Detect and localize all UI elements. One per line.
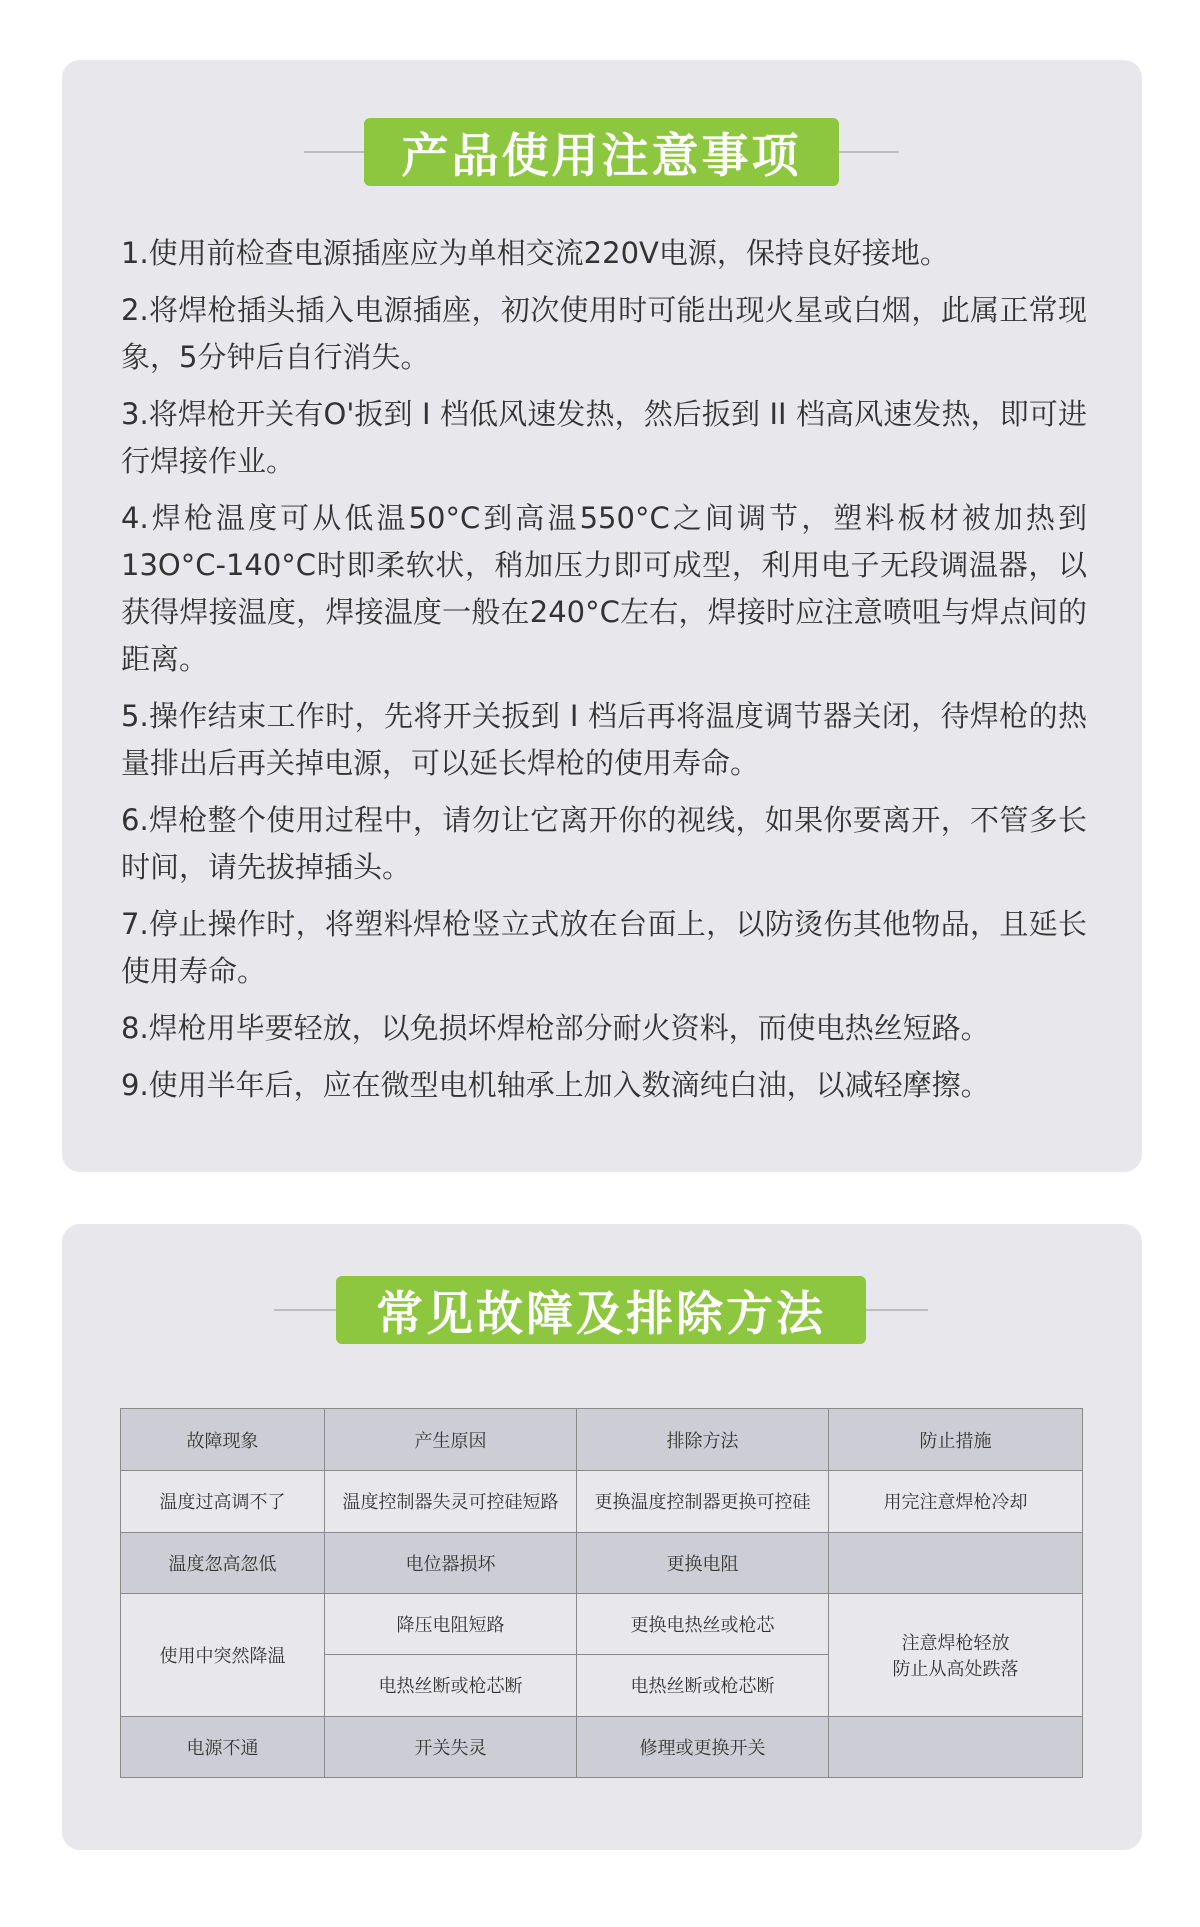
usage-note-4: 4.焊枪温度可从低温50°C到高温550°C之间调节，塑料板材被加热到13O°C-140°C时即柔软状，稍加压力即可成型，利用电子无段调温器，以获得焊接温度，焊接温度一般在240°C左右，焊接时应注意喷咀与焊点间的距离。 (121, 501, 1087, 676)
title-divider-left (274, 1309, 336, 1311)
table-cell (829, 1593, 1083, 1716)
table-cell: 电位器损坏 (325, 1532, 577, 1593)
table-cell: 电源不通 (121, 1716, 325, 1777)
usage-note-5: 5.操作结束工作时，先将开关扳到 I 档后再将温度调节器关闭，待焊枪的热量排出后再关掉电源，可以延长焊枪的使用寿命。 (121, 699, 1087, 780)
table-header-row (121, 1409, 1083, 1471)
title-divider-left (304, 151, 364, 153)
header-cause: 产生原因 (325, 1409, 577, 1471)
table-row (121, 1593, 1083, 1654)
usage-note-6: 6.焊枪整个使用过程中，请勿让它离开你的视线，如果你要离开，不管多长时间，请先拔掉插头。 (121, 803, 1087, 884)
table-cell: 温度过高调不了 (121, 1471, 325, 1532)
table-row (121, 1532, 1083, 1593)
table-cell: 温度控制器失灵可控硅短路 (325, 1471, 577, 1532)
title-divider-right (866, 1309, 928, 1311)
prevention-line-1: 注意焊枪轻放 (901, 1632, 1010, 1654)
table-cell: 用完注意焊枪冷却 (829, 1471, 1083, 1532)
usage-notes-title: 产品使用注意事项 (364, 118, 839, 186)
header-remedy: 排除方法 (577, 1409, 829, 1471)
header-prevention: 防止措施 (829, 1409, 1083, 1471)
troubleshooting-title-banner (62, 1276, 1142, 1344)
usage-note-8: 8.焊枪用毕要轻放，以免损坏焊枪部分耐火资料，而使电热丝短路。 (121, 1011, 990, 1045)
usage-notes-title-banner (62, 118, 1142, 186)
table-cell (829, 1716, 1083, 1777)
usage-notes-list (121, 230, 1087, 1119)
table-cell: 更换温度控制器更换可控硅 (577, 1471, 829, 1532)
usage-note-3: 3.将焊枪开关有O'扳到 I 档低风速发热，然后扳到 II 档高风速发热，即可进行焊接作业。 (121, 397, 1087, 478)
table-cell: 电热丝断或枪芯断 (577, 1655, 829, 1716)
troubleshooting-card (62, 1224, 1142, 1850)
table-cell: 开关失灵 (325, 1716, 577, 1777)
troubleshooting-table (120, 1408, 1083, 1778)
table-cell: 修理或更换开关 (577, 1716, 829, 1777)
table-cell: 降压电阻短路 (325, 1593, 577, 1654)
prevention-line-2: 防止从高处跌落 (892, 1658, 1019, 1680)
title-divider-right (839, 151, 899, 153)
usage-note-2: 2.将焊枪插头插入电源插座，初次使用时可能出现火星或白烟，此属正常现象，5分钟后自行消失。 (121, 293, 1087, 374)
table-cell (829, 1532, 1083, 1593)
troubleshooting-title: 常见故障及排除方法 (336, 1276, 866, 1344)
usage-note-1: 1.使用前检查电源插座应为单相交流220V电源，保持良好接地。 (121, 236, 949, 270)
table-cell: 更换电热丝或枪芯 (577, 1593, 829, 1654)
header-symptom: 故障现象 (121, 1409, 325, 1471)
table-row (121, 1471, 1083, 1532)
table-cell: 使用中突然降温 (121, 1593, 325, 1716)
table-cell: 温度忽高忽低 (121, 1532, 325, 1593)
usage-notes-card (62, 60, 1142, 1172)
table-cell: 更换电阻 (577, 1532, 829, 1593)
table-cell: 电热丝断或枪芯断 (325, 1655, 577, 1716)
usage-note-9: 9.使用半年后，应在微型电机轴承上加入数滴纯白油，以减轻摩擦。 (121, 1068, 990, 1102)
usage-note-7: 7.停止操作时，将塑料焊枪竖立式放在台面上，以防烫伤其他物品，且延长使用寿命。 (121, 907, 1087, 988)
table-row (121, 1716, 1083, 1777)
